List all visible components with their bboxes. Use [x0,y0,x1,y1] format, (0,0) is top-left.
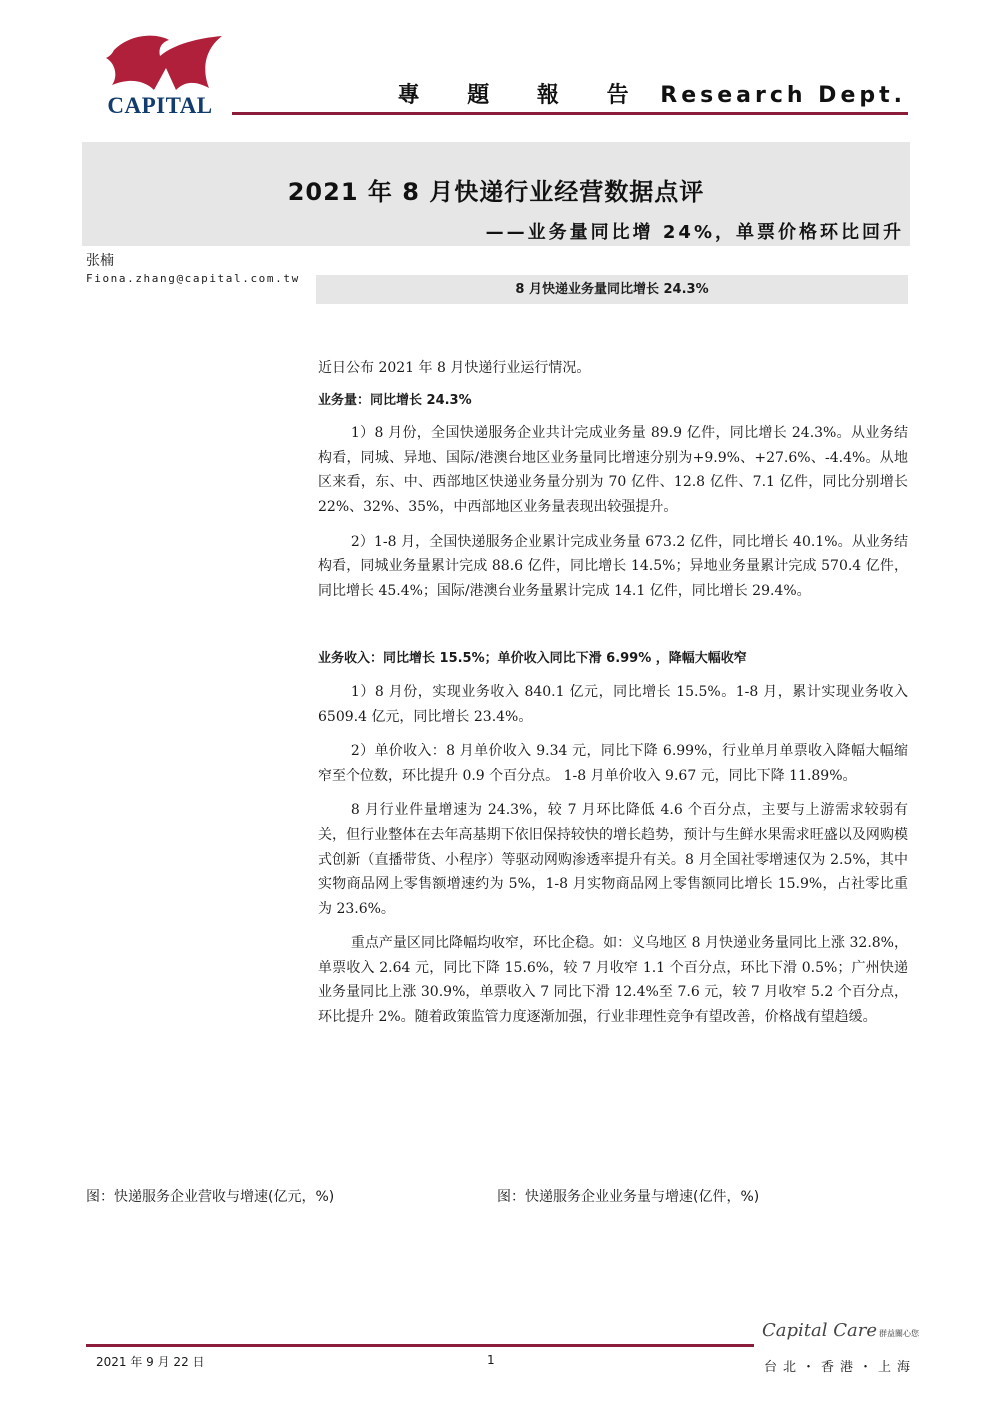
brand-tagline: 群益關心您 [879,1329,919,1338]
author-email[interactable]: Fiona.zhang@capital.com.tw [86,272,300,285]
section-heading-revenue: 业务收入：同比增长 15.5%；单价收入同比下滑 6.99% ，降幅大幅收窄 [318,651,747,667]
document-subtitle: ——业务量同比增 24%，单票价格环比回升 [485,222,904,243]
footer-date: 2021 年 9 月 22 日 [96,1355,205,1369]
footer-rule [86,1344,754,1347]
paragraph: 2）1-8 月，全国快递服务企业累计完成业务量 673.2 亿件，同比增长 40.1%。从业务结构看，同城业务量累计完成 88.6 亿件，同比增长 14.5%；异地业务量累计完成 570.4 亿件，同比增长 45.4%；国际/港澳台业务量累计完成 14.1 亿件，同比增长 29.4%。 [318,533,908,599]
intro-paragraph: 近日公布 2021 年 8 月快递行业运行情况。 [318,360,591,376]
figure-caption-volume: 图：快递服务企业业务量与增速(亿件，%) [497,1189,760,1205]
author-name: 张楠 [86,253,114,269]
document-title: 2021 年 8 月快递行业经营数据点评 [287,178,705,206]
figure-caption-revenue: 图：快递服务企业营收与增速(亿元，%) [86,1189,335,1205]
brand-script: Capital Care [762,1320,877,1341]
logo-bird-shape [106,36,222,90]
capital-care-logo [762,1320,919,1341]
office-cities: 台北・香港・上海 [764,1360,917,1375]
report-label: 專 題 報 告 [397,83,649,108]
paragraph: 8 月行业件量增速为 24.3%，较 7 月环比降低 4.6 个百分点，主要与上游需求较弱有关，但行业整体在去年高基期下依旧保持较快的增长趋势，预计与生鲜水果需求旺盛以及网购模式创新（直播带货、小程序）等驱动网购渗透率提升有关。8 月全国社零增速仅为 2.5%，其中实物商品网上零售额增速约为 5%，1-8 月实物商品网上零售额同比增长 15.9%，占社零比重为 23.6%。 [318,802,908,917]
paragraph: 1）8 月份，全国快递服务企业共计完成业务量 89.9 亿件，同比增长 24.3%。从业务结构看，同城、异地、国际/港澳台地区业务量同比增速分别为+9.9%、+27.6%、-4.4%。从地区来看，东、中、西部地区快递业务量分别为 70 亿件、12.8 亿件、7.1 亿件，同比分别增长 22%、32%、35%，中西部地区业务量表现出较强提升。 [318,425,908,515]
page-number: 1 [487,1353,495,1367]
paragraph: 2）单价收入：8 月单价收入 9.34 元，同比下降 6.99%，行业单月单票收入降幅大幅缩窄至个位数，环比提升 0.9 个百分点。 1-8 月单价收入 9.67 元，同比下降 11.89%。 [318,743,908,784]
paragraph: 重点产量区同比降幅均收窄，环比企稳。如：义乌地区 8 月快递业务量同比上涨 32.8%，单票收入 2.64 元，同比下降 15.6%，较 7 月收窄 1.1 个百分点，环比下滑 0.5%；广州快递业务量同比上涨 30.9%，单票收入 7 同比下滑 12.4%至 7.6 元，较 7 月收窄 5.2 个百分点，环比提升 2%。随着政策监管力度逐渐加强，行业非理性竞争有望改善，价格战有望趋缓。 [318,935,908,1026]
report-header [398,78,906,109]
dept-label: Research Dept. [660,83,906,108]
report-body [318,356,908,1030]
header-rule [232,112,908,115]
paragraph: 1）8 月份，实现业务收入 840.1 亿元，同比增长 15.5%。1-8 月，累计实现业务收入 6509.4 亿元，同比增长 23.4%。 [318,683,908,725]
section-heading-volume: 业务量：同比增长 24.3% [318,392,472,408]
logo-wordmark: CAPITAL [107,93,213,118]
summary-banner: 8 月快递业务量同比增长 24.3% [316,275,908,304]
